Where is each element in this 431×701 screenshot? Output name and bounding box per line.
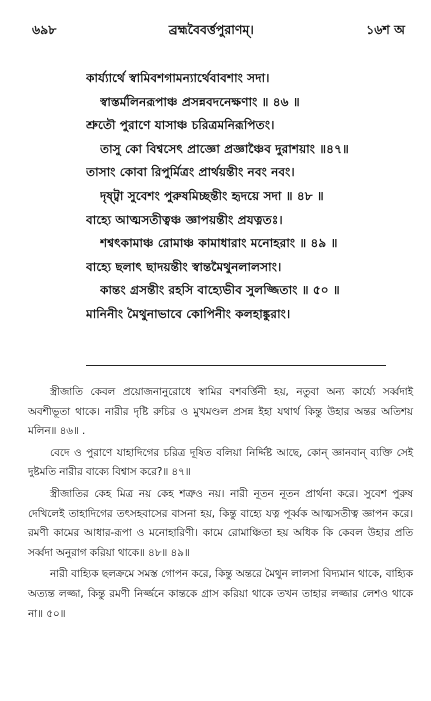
verse-line: কান্তং গ্রসন্তীং রহসি বাহ্যেভীব সুলজ্জিতাং ॥ ৫০ ॥ bbox=[100, 283, 340, 298]
verse-line: স্বাস্তর্মলিনরূপাঞ্চ প্রসন্নবদনেক্ষণাং ॥ ৪৬ ॥ bbox=[100, 94, 300, 109]
commentary-paragraph: স্ত্রীজাতি কেবল প্রয়োজনানুরোধে স্বামির বশবর্ত্তিনী হয়, নতুবা অন্য কার্য্যে সর্ব্বদাই অবশীভূতা থাকে। নারীর দৃষ্টি রুচির ও মুখমণ্ডল প্রসন্ন ইহা যথার্থ কিন্তু উহার অন্তর অতিশয় মলিন॥ ৪৬॥ . bbox=[28, 386, 413, 438]
verse-line: শশ্বৎকামাঞ্চ রোমাঞ্চ কামাধারাং মনোহরাং ॥ ৪৯ ॥ bbox=[100, 236, 338, 251]
verse-line: কার্য্যার্থে স্বামিবশগামন্যার্থেবাবশাং সদা। bbox=[86, 71, 270, 85]
bengali-commentary bbox=[28, 383, 413, 624]
page-number: ৬৯৮ bbox=[32, 22, 57, 37]
verse-line: তাসু কো বিশ্বসেৎ প্রাজ্ঞো প্রজ্ঞাঞ্চৈব দুরাশয়াং ॥৪৭॥ bbox=[100, 141, 349, 156]
commentary-paragraph: নারী বাহ্যিক ছলক্রমে সমস্ত গোপন করে, কিন্তু অন্তরে মৈথুন লালসা বিদ্যমান থাকে, বাহ্যিক অত্যন্ত লজ্জা, কিন্তু রমণী নির্জ্জনে কান্তকে গ্রাস করিয়া থাকে তখন তাহার লজ্জার লেশও থাকে না॥ ৫০॥ bbox=[28, 568, 413, 620]
verse-line: শ্রুতৌ পুরাণে যাসাঞ্চ চরিত্রমনিরূপিতং। bbox=[86, 118, 275, 133]
verse-line: বাহ্যে ছলাৎ ছাদয়ন্তীং স্বান্তমৈথুনলালসাং। bbox=[86, 259, 282, 274]
verse-line: মানিনীং মৈথুনাভাবে কোপিনীং কলহাঙ্কুরাং। bbox=[86, 306, 291, 321]
page-header bbox=[32, 22, 405, 42]
commentary-paragraph: বেদে ও পুরাণে যাহাদিগের চরিত্র দূষিত বলিয়া নির্দ্দিষ্ট আছে, কোন্ জ্ঞানবান্ ব্যক্তি সেই দুষ্টমতি নারীর বাক্যে বিশ্বাস করে?॥ ৪৭॥ bbox=[28, 446, 413, 479]
verse-line: বাহ্যে আত্মসতীত্বঞ্চ জ্ঞাপয়ন্তীং প্রযত্নতঃ। bbox=[86, 212, 283, 227]
sanskrit-verses bbox=[86, 67, 411, 327]
section-divider bbox=[86, 365, 386, 366]
verse-line: দৃষ্ট্বা সুবেশং পুরুষমিচ্ছন্তীং হৃদয়ে সদা ॥ ৪৮ ॥ bbox=[100, 188, 324, 203]
page-title: ব্রহ্মবৈবর্ত্তপুরাণম্। bbox=[168, 22, 254, 37]
verse-line: তাসাং কোবা রিপুর্মিত্রং প্রার্থয়ন্তীং নবং নবং। bbox=[86, 165, 295, 180]
commentary-paragraph: স্ত্রীজাতির কেহ মিত্র নয় কেহ শত্রুও নয়। নারী নূতন নূতন প্রার্থনা করে। সুবেশ পুরুষ দেখিলেই তাহাদিগের তৎসহবাসের বাসনা হয়, কিন্তু বাহ্যে যত্ন পূর্ব্বক আত্মসতীত্ব জ্ঞাপন করে। রমণী কামের আধার-রূপা ও মনোহারিণী। কামে রোমাঞ্চিতা হয় অধিক কি কেবল উহার প্রতি সর্ব্বদা অনুরাগ করিয়া থাকে॥ ৪৮॥ ৪৯॥ bbox=[28, 487, 413, 559]
chapter-label: ১৬শ অ bbox=[366, 22, 405, 37]
